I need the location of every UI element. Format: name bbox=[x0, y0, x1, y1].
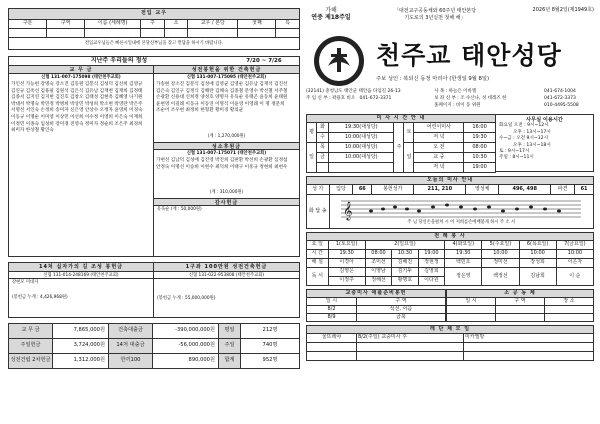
service-cell: 이 순 bbox=[556, 268, 593, 286]
finance-value: -56,000,000원 bbox=[153, 339, 219, 354]
sacred-title: 성소후원금 bbox=[154, 142, 299, 150]
mass-sat-type: 저 녁 bbox=[414, 133, 464, 143]
service-cell: 19:30 bbox=[328, 250, 365, 259]
service-cell: 김남희 bbox=[519, 268, 556, 286]
group-cell: 미카엘방 bbox=[464, 334, 594, 343]
attendance-label: 평일 bbox=[219, 324, 241, 339]
offering-prep-table bbox=[306, 289, 446, 322]
service-cell: 김영희 bbox=[418, 268, 444, 277]
day-tue: 화 bbox=[317, 123, 329, 133]
service-cell: 조미선 bbox=[365, 259, 391, 268]
offertory-label: 봉헌성가 bbox=[372, 185, 414, 195]
service-cell: 장성희 bbox=[519, 259, 556, 268]
cross-fund-box bbox=[8, 262, 154, 318]
mass-sun-type: 저 녁 bbox=[414, 163, 464, 173]
transfer-note: 전입교우님들은 빠른시일내에 본당신부님을 찾고 면담을 하시기 바랍니다. bbox=[8, 38, 300, 50]
finance-value: 1,312,000원 bbox=[53, 354, 109, 369]
service-cell: 10:30 bbox=[392, 250, 418, 259]
one-total: (봉헌금 누계 : 55,000,000원) bbox=[157, 296, 216, 301]
one-fund-box bbox=[154, 262, 300, 318]
masthead-logo-area bbox=[306, 34, 594, 88]
right-column bbox=[306, 8, 594, 361]
service-cell: 독 서 bbox=[307, 268, 329, 286]
service-cell: 19:00 bbox=[418, 250, 444, 259]
mass-sat-time: 16:00 bbox=[464, 123, 496, 133]
church-logo-icon bbox=[314, 36, 364, 86]
hymn-label: 성 가 bbox=[307, 185, 330, 195]
attendance-label: 합계 bbox=[219, 354, 241, 369]
prayer-body bbox=[8, 66, 300, 257]
office-line: 주일 : 8시~11시 bbox=[499, 155, 534, 161]
service-title: 전 례 봉 사 bbox=[307, 233, 594, 241]
service-cell: 정미선 bbox=[482, 259, 519, 268]
service-header: 요 일 bbox=[307, 241, 329, 250]
community-title: 소 공 동 체 bbox=[447, 290, 594, 298]
verse-line2: 기도로의 3년실천 첫해 해」 bbox=[404, 15, 466, 21]
day-fri: 금 bbox=[317, 153, 329, 163]
office-line: 화요일 오전 : 9시~12시 bbox=[499, 123, 549, 129]
today-title: 오늘의 미사 안내 bbox=[307, 177, 594, 185]
sacred-names: 가현선 김남덕 김성애 김진영 박진희 김판환 박선희 손광환 심정섭 안정숙 이명선 이승희 이현수 최덕희 이태구 이흥규 정현희 최현우 bbox=[156, 158, 288, 170]
service-cell: 김혜진 bbox=[392, 259, 418, 268]
transfer-table bbox=[8, 8, 300, 38]
prep-cell: 8/2 bbox=[307, 306, 357, 314]
group-cell: 8/2(주일) 교중미사 후 bbox=[357, 334, 464, 343]
service-header: 4(화요일) bbox=[445, 241, 482, 250]
entrance-number: 66 bbox=[353, 185, 372, 195]
psalm-music bbox=[329, 195, 594, 229]
transfer-title: 전입 교우 bbox=[9, 9, 300, 20]
mass-time-fri: 10:00(대성당) bbox=[329, 153, 394, 163]
music-staff-icon bbox=[341, 197, 581, 221]
prayer-header bbox=[8, 56, 300, 66]
offering-account: 신협 131-007-175098 (태안천주교회) bbox=[41, 75, 121, 80]
office-line: 오후 : 13시~18시 bbox=[513, 142, 551, 148]
masthead-top bbox=[306, 8, 594, 34]
groups-title: 레 단 체 모 임 bbox=[307, 326, 594, 334]
service-cell: 해 설 bbox=[307, 259, 329, 268]
finance-label: 14처 대출금 bbox=[109, 339, 153, 354]
week-label: 가해 bbox=[325, 7, 337, 14]
prep-header: 구 역 bbox=[357, 298, 446, 306]
service-cell: 황명호 bbox=[392, 277, 418, 286]
mass-sat-type: 어린이미사 bbox=[414, 123, 464, 133]
prep-cell: 8/9 bbox=[307, 314, 357, 322]
cross-account: 신협 131-014-248169 (태안천주교회) bbox=[9, 272, 153, 279]
mass-sat-time: 19:30 bbox=[464, 133, 496, 143]
building-box bbox=[154, 66, 300, 257]
service-cell: 10:00 bbox=[519, 250, 556, 259]
office-line: 수~금 : 오전 9시~12시 bbox=[499, 136, 549, 142]
service-cell: 정현정 bbox=[418, 259, 444, 268]
cross-donor: 강현모 미대자 bbox=[12, 280, 39, 285]
office-line: 오후 : 13시~17시 bbox=[513, 129, 551, 135]
service-cell: 정해선 bbox=[365, 277, 391, 286]
verse bbox=[356, 8, 514, 22]
prep-header: 일 시 bbox=[307, 298, 357, 306]
finance-label: 건축대출금 bbox=[109, 324, 153, 339]
dismissal-number: 61 bbox=[575, 185, 594, 195]
sacred-total: (계 : 310,000원) bbox=[209, 190, 244, 195]
small-community-table bbox=[446, 289, 594, 322]
service-cell: 이정주 bbox=[328, 277, 365, 286]
service-cell: 08:00 bbox=[365, 250, 391, 259]
community-header: 일 시 bbox=[447, 298, 496, 306]
col-header: 구역 bbox=[47, 19, 85, 28]
priest: 사 목 : 하늘은 이바엘 bbox=[434, 89, 477, 94]
finance-label: 한끼100 bbox=[109, 354, 153, 369]
col-header: 주 bbox=[141, 19, 165, 28]
cafe: 홈페이지 : 비이 동 위원 bbox=[434, 103, 481, 108]
assist: 보 좌 신 부 : 조 수산나, 성 데레즈 한 bbox=[434, 96, 507, 101]
offertory-number: 211, 210 bbox=[414, 185, 466, 195]
service-table bbox=[306, 232, 594, 286]
finance-value: 3,724,000원 bbox=[53, 339, 109, 354]
finance-value: -390,000,000원 bbox=[153, 324, 219, 339]
office-hours-box bbox=[496, 114, 594, 172]
service-header: 5(수요일) bbox=[482, 241, 519, 250]
phone: 041-672-3371 bbox=[359, 96, 392, 101]
service-cell: 10:00 bbox=[556, 250, 593, 259]
weekend-label: 주 bbox=[394, 123, 404, 173]
communion-number: 496, 498 bbox=[499, 185, 551, 195]
col-header: 소 bbox=[164, 19, 188, 28]
service-header: 2(일요일) bbox=[365, 241, 444, 250]
mass-sun-time: 08:00 bbox=[464, 143, 496, 153]
day-wed: 수 bbox=[317, 133, 329, 143]
fax: 041-674-1004 bbox=[544, 89, 576, 94]
mass-sun-time: 10:30 bbox=[464, 153, 496, 163]
finance-table bbox=[8, 323, 300, 369]
day-sat: 토 bbox=[404, 123, 414, 143]
mass-sun-type: 오 전 bbox=[414, 143, 464, 153]
dismissal-label: 파견 bbox=[551, 185, 575, 195]
offering-box bbox=[8, 66, 154, 257]
finance-value: 890,000원 bbox=[153, 354, 219, 369]
issue-date: 2026년 8월2일(제1949호) bbox=[532, 7, 594, 13]
left-column bbox=[8, 8, 300, 369]
prep-title: 교중미사 애플준비봉헌 bbox=[307, 290, 446, 298]
mobile: 010-4495-5508 bbox=[544, 103, 579, 108]
psalm-lyrics: 주 님 당신손을펼쳐 시 어 저희를손에배불게 하시 주 소 서 bbox=[407, 220, 516, 226]
service-cell: 이은자 bbox=[556, 259, 593, 268]
psalm-label: 화 답 송 bbox=[307, 195, 330, 229]
weekday-label: 평 bbox=[307, 123, 317, 143]
service-header: 1(토요일) bbox=[328, 241, 365, 250]
col-header: 이름 (세례명) bbox=[85, 19, 141, 28]
service-cell: 시 간 bbox=[307, 250, 329, 259]
address: (32141) 충청남도 태안군 태안읍 타임길 26-13 bbox=[306, 89, 401, 94]
community-header: 장 소 bbox=[545, 298, 594, 306]
entrance-label: 입당 bbox=[329, 185, 353, 195]
offering-title: 교 무 금 bbox=[9, 66, 153, 74]
patron: 주보 성인 : 복되신 동정 마리아 (한생일 9월 8일) bbox=[376, 76, 490, 82]
weekday-label: 일 bbox=[307, 143, 317, 173]
thanks-title: 감사헌금 bbox=[154, 198, 299, 206]
mass-table bbox=[306, 114, 496, 173]
mass-title: 미 사 시 간 안 내 bbox=[307, 115, 496, 123]
building-title: 성전봉헌을 위한 건축헌금 bbox=[154, 66, 299, 74]
finance-label: 교 무 금 bbox=[9, 324, 53, 339]
service-cell: 김기두 bbox=[392, 268, 418, 277]
community-header: 구 역 bbox=[496, 298, 545, 306]
fax2: 041-672-3373 bbox=[544, 96, 576, 101]
week: 연중 제18주일 bbox=[311, 13, 351, 21]
service-cell: 19:30 bbox=[445, 250, 482, 259]
group-cell: 울뜨레야 bbox=[307, 334, 357, 343]
mass-time-wed: 10:00(대성당) bbox=[329, 133, 394, 143]
day-sun: 일 bbox=[404, 143, 414, 173]
cross-total: (봉헌금 누계 : 4,426,968원) bbox=[12, 294, 68, 300]
day-thu: 목 bbox=[317, 143, 329, 153]
mass-time-thu: 10:00(대성당) bbox=[329, 143, 394, 153]
service-header: 7(금요일) bbox=[556, 241, 593, 250]
thanks-line: 유육순 (계 : 50,000원) bbox=[157, 207, 202, 212]
svg-text:𝄞: 𝄞 bbox=[343, 201, 353, 221]
service-cell: 10:00 bbox=[482, 250, 519, 259]
office-title: 사무실 이용시간 bbox=[526, 117, 563, 123]
service-header: 6(목요일) bbox=[519, 241, 556, 250]
service-cell: 이영남 bbox=[365, 268, 391, 277]
mass-sun-time: 19:00 bbox=[464, 163, 496, 173]
prep-cell: 금북 bbox=[357, 314, 446, 322]
service-cell: 이경아 bbox=[328, 259, 365, 268]
sacred-account: 신협 131-007-175071 (태안천주교회) bbox=[186, 151, 267, 156]
groups-table bbox=[306, 325, 594, 361]
col-header: 구분 bbox=[9, 19, 47, 28]
attendance-value: 212명 bbox=[241, 324, 300, 339]
week-block bbox=[306, 8, 356, 22]
service-cell: 정은영 bbox=[445, 268, 482, 286]
prayer-title: 지난주 우리들의 정성 bbox=[90, 56, 148, 64]
communion-label: 영성체 bbox=[466, 185, 499, 195]
pastor: 주 임 신 부 : 곽용호 비오 bbox=[306, 96, 356, 101]
notices-row bbox=[306, 289, 594, 322]
mass-time-tue: 19:30(대성당) bbox=[329, 123, 394, 133]
service-cell: 김영은 bbox=[328, 268, 365, 277]
office-line: 토 : 9시~17시 bbox=[499, 149, 530, 155]
col-header: 특 bbox=[276, 19, 300, 28]
finance-value: 7,865,000원 bbox=[53, 324, 109, 339]
building-names: 가송현 강소진 김문식 김성애 김영균 김영순 김유남 김재석 김진선 김은숙 김인구 김정식 김해란 김혜숙 김종철 문영수 박선철 서주철 손광환 신용대 신희정 양성호 양명자 유득순 유태곤 윤동희 윤태원 윤현영 이길례 이동규 이동연 이명식 이윤영 이영례 이 명 정문희 조순이 조우현 최정희 한형환 황미경 황의균 bbox=[156, 82, 288, 114]
church-title: 천주교 태안성당 bbox=[376, 41, 562, 70]
prep-cell: 석선, 이음 bbox=[357, 306, 446, 314]
attendance-value: 952명 bbox=[241, 354, 300, 369]
service-cell: 이다원 bbox=[418, 277, 444, 286]
col-header: 첫째 bbox=[238, 19, 276, 28]
offering-names: 가인선 가능현 강명숙 강소진 김동원 김봉식 김성덕 김선희 김영규 김연규 김옥선 김용필 김원석 김은식 김유남 김재천 김재희 김정태 김종서 김지연 김지현 김진호 김창오 김태성 김현옥 김혜영 나기원 박대서 박명숙 박민정 박병희 박상민 박성희 박소현 박영란 박은주 서명선 서인숙 손정희 송미자 신은영 안상수 오정자 윤영희 이경숙 이동규 이명순 이미영 이상민 이선희 이수정 이영희 이은숙 이재희 이정민 이종숙 임성희 장미경 전영숙 정미자 정순희 조은주 최경희 최미자 한상철 황인숙 bbox=[11, 82, 143, 134]
finance-label: 주일헌금 bbox=[9, 339, 53, 354]
one-account: 신협 131-022-953808 (태안천주교회) bbox=[154, 272, 299, 279]
funds-row bbox=[8, 262, 300, 318]
attendance-label: 주일 bbox=[219, 339, 241, 354]
mass-sun-type: 교 중 bbox=[414, 153, 464, 163]
building-total: (계 : 1,270,000원) bbox=[207, 134, 246, 139]
cross-title: 14처 십자가의 길 조성 봉헌금 bbox=[9, 263, 153, 272]
prayer-period: 7/20 ~ 7/26 bbox=[246, 57, 282, 64]
one-title: 1구좌 100만원 성전건축헌금 bbox=[154, 263, 299, 272]
address-block bbox=[306, 88, 594, 112]
col-header: 교우 / 본당 bbox=[188, 19, 238, 28]
service-cell: 백민오 bbox=[445, 259, 482, 268]
attendance-value: 740명 bbox=[241, 339, 300, 354]
today-table bbox=[306, 176, 594, 229]
service-cell: 백정선 bbox=[482, 268, 519, 286]
finance-label: 성전건립 2차헌금 bbox=[9, 354, 53, 369]
mass-section bbox=[306, 114, 594, 173]
verse-line1: 「대전교구공동체와 60주년 태안본당 bbox=[393, 8, 477, 14]
building-account: 신협 131-007-175095 (태안천주교회) bbox=[186, 75, 267, 80]
